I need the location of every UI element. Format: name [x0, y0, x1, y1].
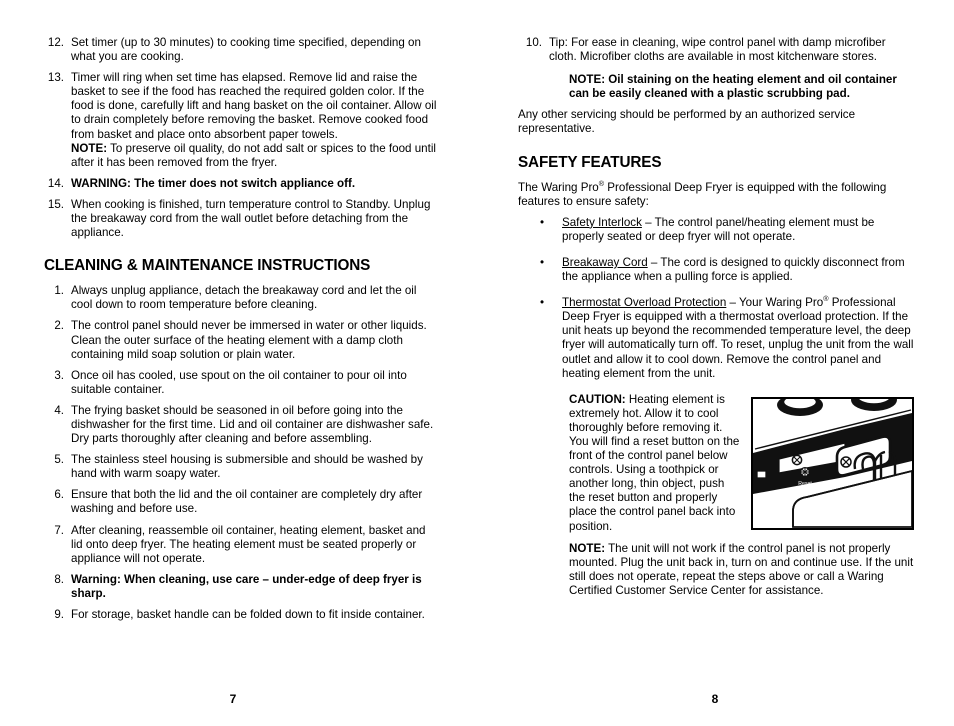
list-item: [44, 71, 440, 170]
list-marker: 3.: [54, 368, 64, 382]
feature-description: – The control panel/heating element must be properly seated or deep fryer will not operate.: [562, 215, 875, 243]
feature-description-pre: – Your Waring Pro: [726, 296, 824, 310]
right-page-column: [518, 36, 914, 598]
list-item: [44, 488, 440, 516]
list-item-text: When cooking is finished, turn temperature control to Standby. Unplug the breakaway cord from the wall outlet before detaching from the appliance.: [71, 197, 431, 240]
feature-description: – The cord is designed to quickly disconnect from the appliance when a pulling force is applied.: [562, 255, 905, 284]
list-marker: 6.: [54, 488, 64, 502]
list-marker: 4.: [54, 403, 64, 417]
list-item-text: After cleaning, reassemble oil container, heating element, basket and lid onto deep fryer. The heating element must be seated properly or appliance will not operate.: [71, 523, 426, 565]
page-number-right: 8: [711, 692, 719, 706]
list-marker: 2.: [54, 319, 64, 333]
reset-caption-line2: Button: [797, 486, 813, 493]
list-item: [44, 404, 440, 446]
control-panel-reset-button-illustration: [751, 397, 914, 530]
list-marker: 15.: [47, 197, 64, 211]
feature-text: [562, 216, 914, 244]
safety-features-intro: [518, 178, 914, 209]
list-item-text: Ensure that both the lid and the oil container are completely dry after washing and before use.: [71, 488, 423, 516]
servicing-paragraph: Any other servicing should be performed by an authorized service representative.: [518, 108, 856, 136]
page-number-left: 7: [229, 692, 237, 706]
list-item-text: [71, 71, 440, 170]
list-item: [44, 284, 440, 312]
list-item-text: Tip: For ease in cleaning, wipe control panel with damp microfiber cloth. Microfiber cloths are available in most kitchenware stores.: [549, 36, 886, 64]
intro-text-part1: The Waring Pro: [518, 180, 599, 194]
list-item-text: The frying basket should be seasoned in oil before going into the dishwasher for the first time. Lid and oil container are dishwasher safe. Dry parts thoroughly after cleaning and before assembling.: [71, 403, 434, 446]
list-marker: 7.: [54, 523, 64, 537]
feature-safety-interlock: [518, 216, 914, 244]
list-item: [44, 573, 440, 601]
list-item-body: Timer will ring when set time has elapsed. Remove lid and raise the basket to see if the food has reached the required golden color. If the food is done, carefully lift and hang basket on the oil container. Allow oil to drain completely before removing the basket. Remove cooked food from basket and place onto absorbent paper towels.: [71, 71, 437, 141]
feature-term: Breakaway Cord: [562, 255, 648, 269]
list-item: [44, 608, 440, 622]
list-item: [44, 453, 440, 481]
registered-trademark-icon: ®: [598, 178, 605, 188]
reset-caption-line1: Reset: [798, 480, 812, 487]
list-marker: 10.: [525, 36, 542, 49]
list-item-warning-text: Warning: When cleaning, use care – under-edge of deep fryer is sharp.: [71, 572, 422, 600]
list-marker: 1.: [54, 284, 64, 298]
section-heading-cleaning: CLEANING & MAINTENANCE INSTRUCTIONS: [44, 257, 371, 275]
feature-breakaway-cord: [518, 256, 914, 284]
note-text: To preserve oil quality, do not add salt or spices to the food until after it has been removed from the fryer.: [71, 141, 436, 169]
section-heading-safety-features: SAFETY FEATURES: [518, 153, 662, 171]
caution-block: [518, 393, 914, 534]
caution-label: CAUTION:: [569, 392, 626, 406]
bullet-icon: •: [540, 215, 545, 229]
final-note-text: The unit will not work if the control panel is not properly mounted. Plug the unit back in, turn on and continue use. If the unit still does not operate, repeat the steps above or call a Waring Certified Customer Service Center for assistance.: [569, 541, 914, 597]
left-page-column: [44, 36, 440, 629]
list-item: [44, 524, 440, 566]
list-item-text: Set timer (up to 30 minutes) to cooking time specified, depending on what you are cooking.: [71, 36, 421, 64]
list-item-text: Once oil has cooled, use spout on the oil container to pour oil into suitable container.: [71, 368, 407, 396]
list-item-warning-text: WARNING: The timer does not switch appliance off.: [71, 176, 356, 190]
bullet-icon: •: [540, 255, 545, 269]
list-marker: 13.: [47, 71, 64, 85]
feature-description-post: Professional Deep Fryer is equipped with a thermostat overload protection. If the unit heats up beyond the recommended temperature level, the deep fryer will automatically turn off. To reset, unplug the unit from the wall outlet and allow it to cool down. Remove the control panel and heating element from the unit.: [562, 296, 914, 380]
list-item-text: The stainless steel housing is submersible and should be washed by hand with warm soapy water.: [71, 453, 423, 481]
list-item-text: Always unplug appliance, detach the breakaway cord and let the oil cool down to room temperature before cleaning.: [71, 284, 417, 312]
feature-text: [562, 256, 914, 284]
list-item-text: For storage, basket handle can be folded down to fit inside container.: [71, 608, 425, 621]
list-item: [518, 36, 914, 64]
list-marker: 5.: [54, 453, 64, 467]
caution-text: Heating element is extremely hot. Allow it to cool thoroughly before removing it. You will find a reset button on the front of the control panel below controls. Using a toothpick or another long, thin object, push the reset button and properly place the control panel back into position.: [569, 392, 740, 533]
feature-term: Thermostat Overload Protection: [562, 296, 727, 310]
control-panel-diagram-svg: [753, 399, 912, 528]
list-item-text: The control panel should never be immersed in water or other liquids. Clean the outer surface of the heating element with a damp cloth containing mild soap solution or plain water.: [71, 319, 427, 361]
registered-trademark-icon: ®: [823, 294, 829, 304]
final-note: [518, 542, 914, 598]
note-oil-staining: NOTE: Oil staining on the heating element and oil container can be easily cleaned with a plastic scrubbing pad.: [569, 73, 897, 101]
note-label: NOTE:: [71, 141, 108, 155]
feature-text: [562, 296, 914, 381]
intro-text-part2: Professional Deep Fryer is equipped with the following features to ensure safety:: [518, 180, 887, 208]
final-note-label: NOTE:: [569, 541, 606, 555]
list-item: [44, 198, 440, 240]
list-item: [44, 369, 440, 397]
list-marker: 14.: [47, 176, 64, 190]
list-marker: 9.: [54, 608, 64, 621]
list-marker: 12.: [47, 36, 64, 49]
list-item: [44, 319, 440, 361]
feature-thermostat-overload-protection: [518, 296, 914, 381]
bullet-icon: •: [540, 296, 545, 310]
feature-term: Safety Interlock: [562, 215, 642, 229]
list-item: [44, 177, 440, 191]
list-item: [44, 36, 440, 64]
list-marker: 8.: [54, 572, 64, 586]
